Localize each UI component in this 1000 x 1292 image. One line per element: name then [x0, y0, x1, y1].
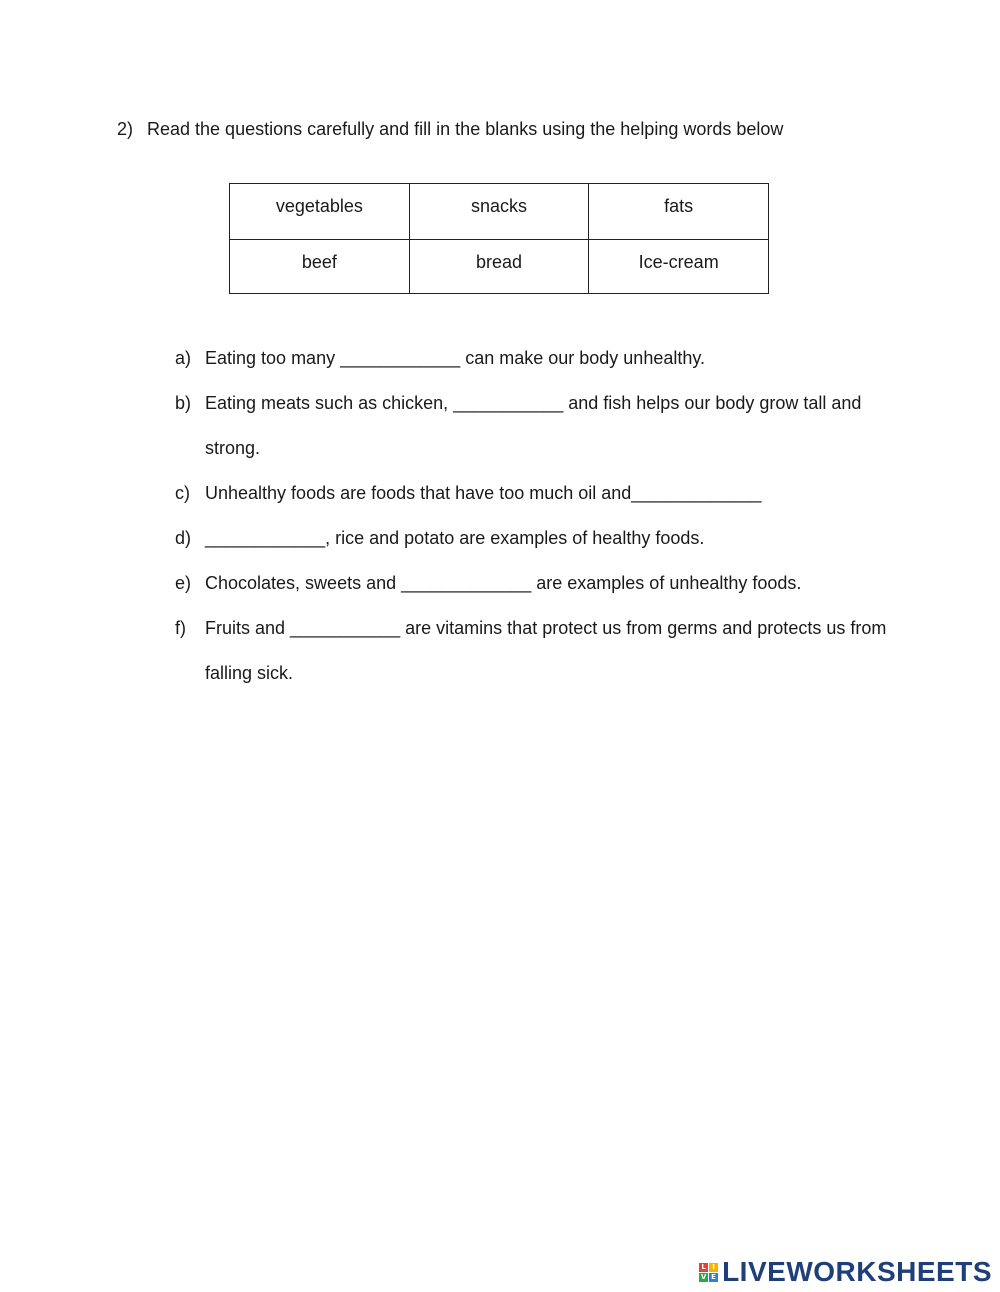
item-letter: c) — [175, 483, 190, 503]
logo-tile: I — [709, 1263, 718, 1272]
table-cell: vegetables — [230, 184, 410, 240]
question-number: 2) — [117, 119, 134, 139]
item-text: ____________, rice and potato are examples of healthy foods. — [205, 528, 705, 548]
item-text: Eating meats such as chicken, ___________ and fish helps our body grow tall and strong. — [205, 393, 867, 458]
brand-name: LIVEWORKSHEETS — [722, 1256, 992, 1287]
table-cell: fats — [589, 184, 769, 240]
table-cell: Ice-cream — [589, 240, 769, 294]
fill-in-blank-list — [175, 336, 895, 696]
table-row — [230, 184, 769, 240]
item-letter: b) — [175, 393, 192, 413]
item-letter: a) — [175, 348, 192, 368]
question-heading — [117, 117, 783, 141]
table-cell: bread — [409, 240, 589, 294]
question-instruction: Read the questions carefully and fill in the blanks using the helping words below — [147, 119, 784, 139]
list-item — [175, 471, 895, 516]
list-item — [175, 606, 895, 696]
helping-words-table — [229, 183, 769, 294]
logo-icon — [699, 1263, 718, 1282]
item-letter: d) — [175, 528, 192, 548]
logo-tile: L — [699, 1263, 708, 1272]
table-row — [230, 240, 769, 294]
item-letter: e) — [175, 573, 192, 593]
item-text: Fruits and ___________ are vitamins that protect us from germs and protects us from falling sick. — [205, 618, 892, 683]
list-item — [175, 381, 895, 471]
item-text: Unhealthy foods are foods that have too much oil and_____________ — [205, 483, 762, 503]
item-letter: f) — [175, 618, 186, 638]
list-item — [175, 336, 895, 381]
table-cell: beef — [230, 240, 410, 294]
table-cell: snacks — [409, 184, 589, 240]
liveworksheets-logo — [699, 1252, 992, 1292]
item-text: Eating too many ____________ can make our body unhealthy. — [205, 348, 706, 368]
list-item — [175, 516, 895, 561]
logo-tile: E — [709, 1273, 718, 1282]
logo-tile: V — [700, 1273, 707, 1281]
item-text: Chocolates, sweets and _____________ are examples of unhealthy foods. — [205, 573, 802, 593]
list-item — [175, 561, 895, 606]
